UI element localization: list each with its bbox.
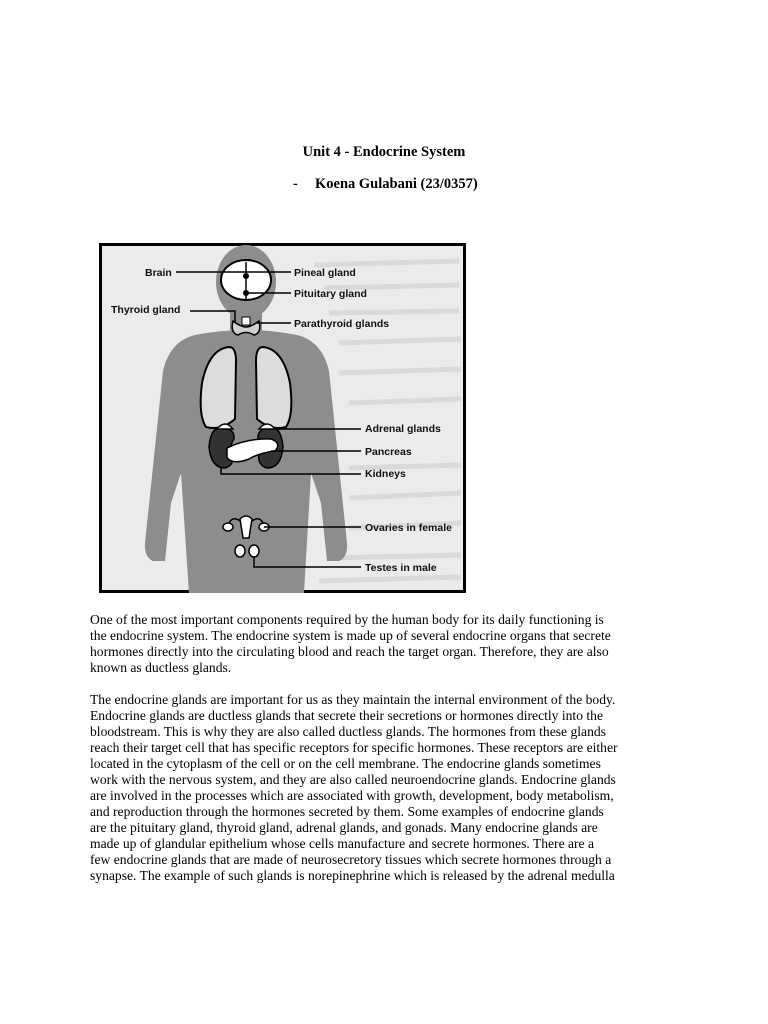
text-line: are involved in the processes which are associated with growth, development, body metabolism,: [90, 788, 614, 803]
text-line: are the pituitary gland, thyroid gland, adrenal glands, and gonads. Many endocrine glands are: [90, 820, 598, 835]
text-line: bloodstream. This is why they are also called ductless glands. The hormones from these glands: [90, 724, 606, 739]
paragraph-2: [90, 692, 690, 884]
author-line: [293, 176, 478, 193]
document-title: Unit 4 - Endocrine System: [302, 144, 466, 160]
label-ovaries: Ovaries in female: [365, 522, 452, 534]
text-line: synapse. The example of such glands is norepinephrine which is released by the adrenal medulla: [90, 868, 615, 883]
text-line: hormones directly into the circulating blood and reach the target organ. Therefore, they are also: [90, 644, 609, 659]
label-pineal-gland: Pineal gland: [294, 267, 356, 279]
text-line: few endocrine glands that are made of neurosecretory tissues which secrete hormones through a: [90, 852, 612, 867]
text-line: known as ductless glands.: [90, 660, 232, 675]
author-dash: -: [293, 176, 298, 192]
label-parathyroid-glands: Parathyroid glands: [294, 318, 390, 330]
text-line: reach their target cell that has specific receptors for specific hormones. These receptors are either: [90, 740, 618, 755]
brain-icon: [221, 260, 271, 300]
label-pancreas: Pancreas: [365, 446, 412, 458]
label-testes: Testes in male: [365, 562, 437, 574]
text-line: work with the nervous system, and they are also called neuroendocrine glands. Endocrine glands: [90, 772, 616, 787]
text-line: made up of glandular epithelium whose cells manufacture and secrete hormones. There are a: [90, 836, 595, 851]
label-pituitary-gland: Pituitary gland: [294, 288, 367, 300]
label-thyroid-gland: Thyroid gland: [111, 304, 181, 316]
paragraph-1: [90, 612, 690, 676]
label-kidneys: Kidneys: [365, 468, 406, 480]
text-line: and reproduction through the hormones secreted by them. Some examples of endocrine glands: [90, 804, 604, 819]
text-line: One of the most important components required by the human body for its daily functioning is: [90, 612, 604, 627]
label-brain: Brain: [145, 267, 172, 279]
author-name: Koena Gulabani (23/0357): [315, 176, 478, 192]
label-adrenal-glands: Adrenal glands: [365, 423, 441, 435]
endocrine-diagram: [99, 243, 466, 593]
text-line: Endocrine glands are ductless glands that secrete their secretions or hormones directly into the: [90, 708, 603, 723]
text-line: located in the cytoplasm of the cell or on the cell membrane. The endocrine glands sometimes: [90, 756, 601, 771]
text-line: the endocrine system. The endocrine system is made up of several endocrine organs that secrete: [90, 628, 611, 643]
text-line: The endocrine glands are important for us as they maintain the internal environment of the body.: [90, 692, 616, 707]
